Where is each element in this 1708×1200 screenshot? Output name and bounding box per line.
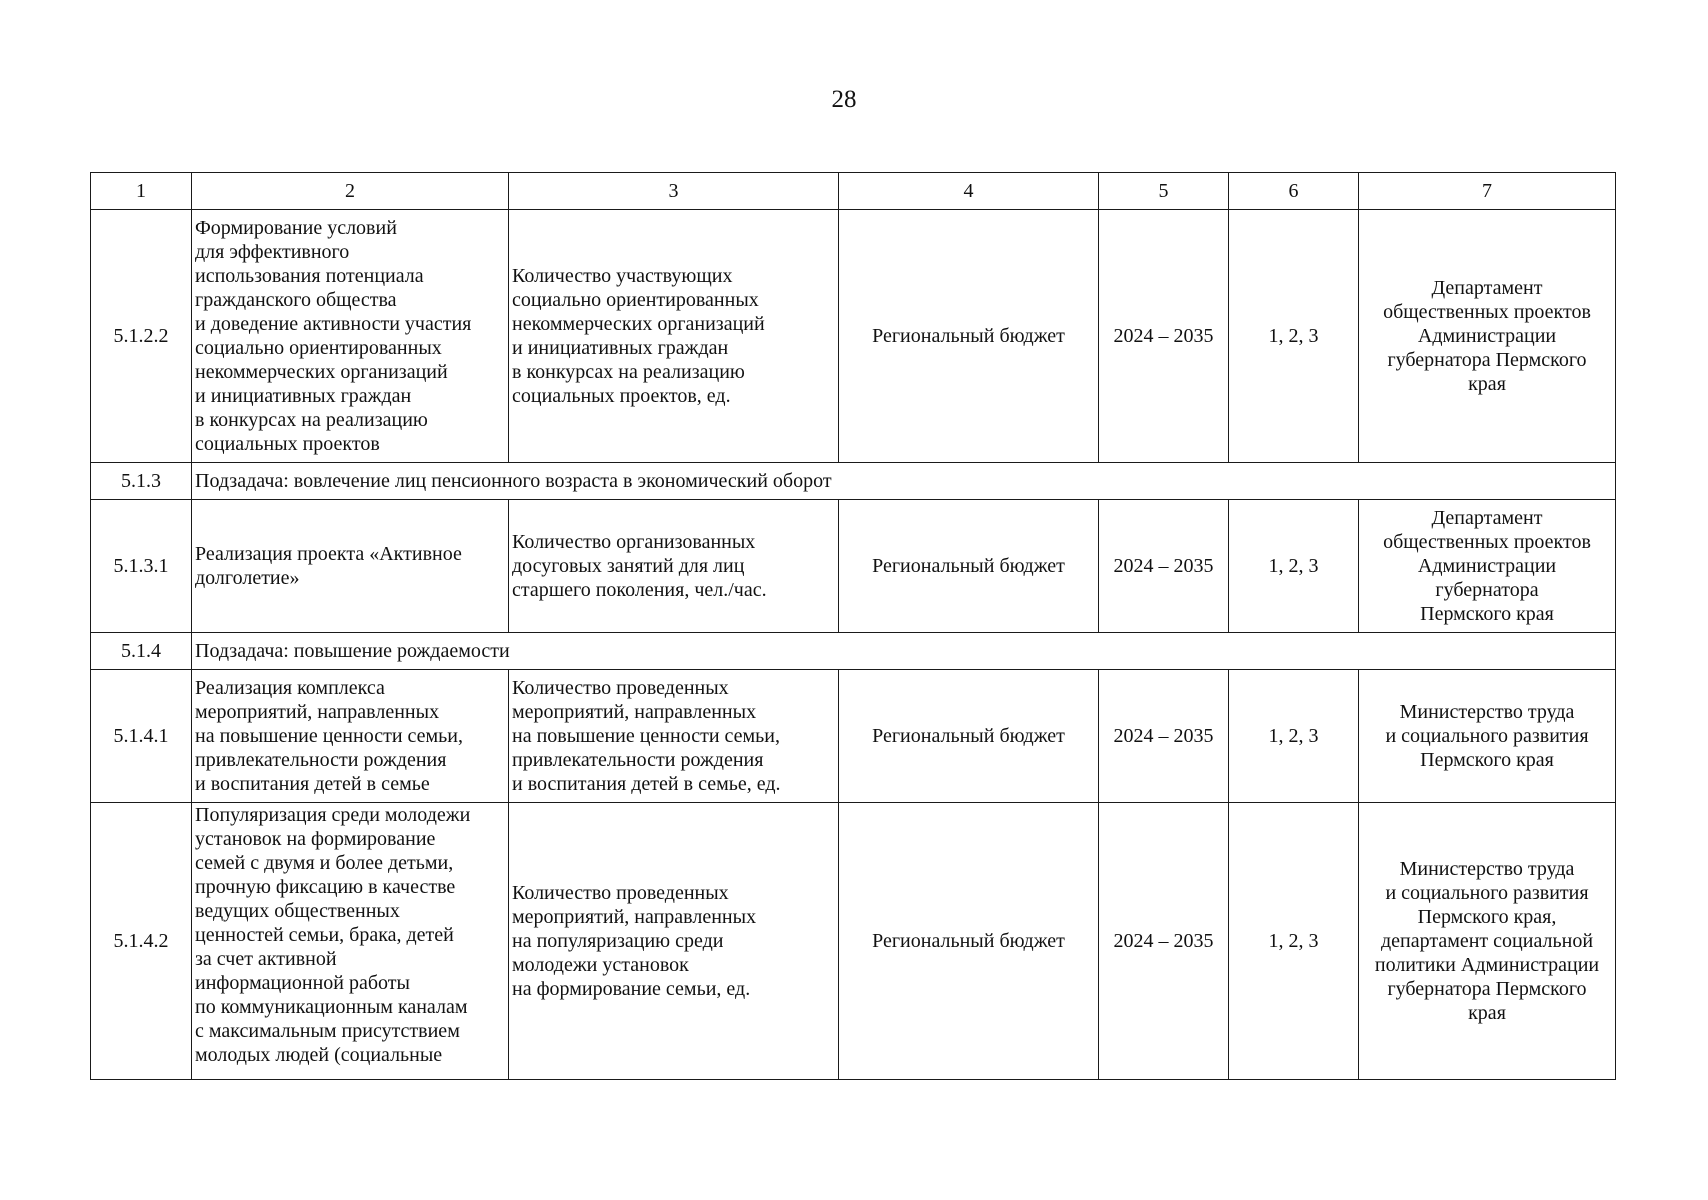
header-cell: 1 (91, 173, 192, 210)
table-row (91, 210, 1616, 463)
indicator-cell: Количество проведенных мероприятий, направленных на популяризацию среди молодежи установок на формирование семьи, ед. (509, 803, 839, 1080)
period-cell: 2024 – 2035 (1099, 670, 1229, 803)
table-header-row (91, 173, 1616, 210)
header-cell: 3 (509, 173, 839, 210)
table-row (91, 803, 1616, 1080)
tasks-cell: 1, 2, 3 (1229, 803, 1359, 1080)
funding-source-cell: Региональный бюджет (839, 210, 1099, 463)
row-number: 5.1.3.1 (91, 500, 192, 633)
period-cell: 2024 – 2035 (1099, 210, 1229, 463)
funding-source-cell: Региональный бюджет (839, 803, 1099, 1080)
funding-source-cell: Региональный бюджет (839, 500, 1099, 633)
subtask-row (91, 463, 1616, 500)
period-cell: 2024 – 2035 (1099, 500, 1229, 633)
executor-cell: Департамент общественных проектов Администрации губернатора Пермского края (1359, 500, 1616, 633)
row-number: 5.1.4.2 (91, 803, 192, 1080)
row-number: 5.1.2.2 (91, 210, 192, 463)
subtask-row (91, 633, 1616, 670)
activity-cell: Популяризация среди молодежи установок на формирование семей с двумя и более детьми, прочную фиксацию в качестве ведущих общественных ценностей семьи, брака, детей за счет активной информационной работы по коммуникационным каналам с максимальным присутствием молодых людей (социальные (192, 803, 509, 1080)
executor-cell: Департамент общественных проектов Администрации губернатора Пермского края (1359, 210, 1616, 463)
subtask-number: 5.1.3 (91, 463, 192, 500)
header-cell: 7 (1359, 173, 1616, 210)
header-cell: 5 (1099, 173, 1229, 210)
table-row (91, 670, 1616, 803)
indicator-cell: Количество проведенных мероприятий, направленных на повышение ценности семьи, привлекательности рождения и воспитания детей в семье, ед. (509, 670, 839, 803)
page-number: 28 (831, 86, 857, 113)
activities-table (90, 172, 1616, 1080)
subtask-text: Подзадача: повышение рождаемости (192, 633, 1616, 670)
header-cell: 2 (192, 173, 509, 210)
indicator-cell: Количество участвующих социально ориентированных некоммерческих организаций и инициативных граждан в конкурсах на реализацию социальных проектов, ед. (509, 210, 839, 463)
tasks-cell: 1, 2, 3 (1229, 500, 1359, 633)
header-cell: 6 (1229, 173, 1359, 210)
table-row (91, 500, 1616, 633)
header-cell: 4 (839, 173, 1099, 210)
tasks-cell: 1, 2, 3 (1229, 670, 1359, 803)
executor-cell: Министерство труда и социального развития Пермского края (1359, 670, 1616, 803)
executor-cell: Министерство труда и социального развития Пермского края, департамент социальной политики Администрации губернатора Пермского края (1359, 803, 1616, 1080)
activity-cell: Реализация комплекса мероприятий, направленных на повышение ценности семьи, привлекательности рождения и воспитания детей в семье (192, 670, 509, 803)
activity-cell: Реализация проекта «Активное долголетие» (192, 500, 509, 633)
indicator-cell: Количество организованных досуговых занятий для лиц старшего поколения, чел./час. (509, 500, 839, 633)
period-cell: 2024 – 2035 (1099, 803, 1229, 1080)
activity-cell: Формирование условий для эффективного использования потенциала гражданского общества и доведение активности участия социально ориентированных некоммерческих организаций и инициативных граждан в конкурсах на реализацию социальных проектов (192, 210, 509, 463)
funding-source-cell: Региональный бюджет (839, 670, 1099, 803)
row-number: 5.1.4.1 (91, 670, 192, 803)
subtask-number: 5.1.4 (91, 633, 192, 670)
tasks-cell: 1, 2, 3 (1229, 210, 1359, 463)
subtask-text: Подзадача: вовлечение лиц пенсионного возраста в экономический оборот (192, 463, 1616, 500)
